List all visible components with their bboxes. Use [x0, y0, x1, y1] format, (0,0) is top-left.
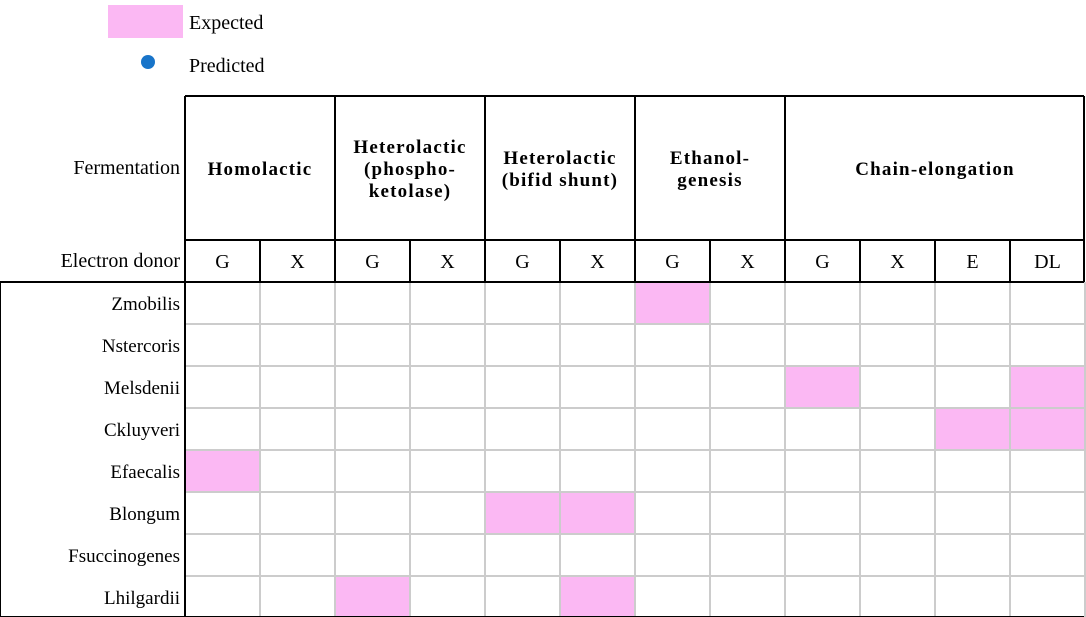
- group-header-text: ketolase): [368, 181, 452, 202]
- donor-label: X: [890, 251, 905, 273]
- expected-cell: [1011, 409, 1084, 449]
- donor-label: DL: [1034, 251, 1061, 273]
- organism-label: Fsuccinogenes: [68, 546, 180, 567]
- donor-label: G: [215, 251, 230, 273]
- donor-label: G: [815, 251, 830, 273]
- group-header-text: Heterolactic: [353, 137, 467, 158]
- donor-label: X: [740, 251, 755, 273]
- group-header-text: Chain-elongation: [855, 159, 1015, 180]
- donor-label: G: [365, 251, 380, 273]
- expected-cell: [486, 493, 559, 533]
- legend-predicted-dot: [141, 55, 155, 69]
- expected-cell: [336, 577, 409, 617]
- organism-label: Zmobilis: [111, 294, 180, 315]
- group-header-text: Ethanol-: [669, 148, 751, 169]
- organism-label: Ckluyveri: [104, 420, 180, 441]
- legend-expected-swatch: [108, 5, 183, 38]
- expected-cell: [186, 451, 259, 491]
- donor-label: X: [590, 251, 605, 273]
- group-header-text: (bifid shunt): [501, 170, 619, 191]
- group-header-text: genesis: [677, 170, 743, 191]
- group-header-text: Homolactic: [207, 159, 313, 180]
- group-header-text: (phospho-: [363, 159, 457, 180]
- expected-cell: [936, 409, 1009, 449]
- expected-cell: [561, 577, 634, 617]
- legend: [108, 5, 265, 77]
- organism-label: Nstercoris: [101, 336, 180, 357]
- expected-cell: [561, 493, 634, 533]
- expected-cell: [1011, 367, 1084, 407]
- organism-label: Lhilgardii: [104, 588, 180, 609]
- organism-label: Melsdenii: [104, 378, 180, 399]
- donor-label: G: [665, 251, 680, 273]
- donor-label: G: [515, 251, 530, 273]
- organism-label: Efaecalis: [110, 462, 180, 483]
- legend-expected-label: Expected: [189, 12, 264, 34]
- group-header-text: Heterolactic: [503, 148, 617, 169]
- donor-label: E: [966, 251, 979, 273]
- text-layer: [68, 137, 1061, 609]
- donor-label: X: [290, 251, 305, 273]
- electron-donor-row-label: Electron donor: [60, 250, 180, 272]
- grid-layer: [185, 282, 1085, 617]
- organism-label: Blongum: [109, 504, 180, 525]
- donor-label: X: [440, 251, 455, 273]
- fermentation-row-label: Fermentation: [73, 157, 180, 179]
- expected-cell: [786, 367, 859, 407]
- expected-cell: [636, 283, 709, 323]
- legend-predicted-label: Predicted: [189, 55, 265, 77]
